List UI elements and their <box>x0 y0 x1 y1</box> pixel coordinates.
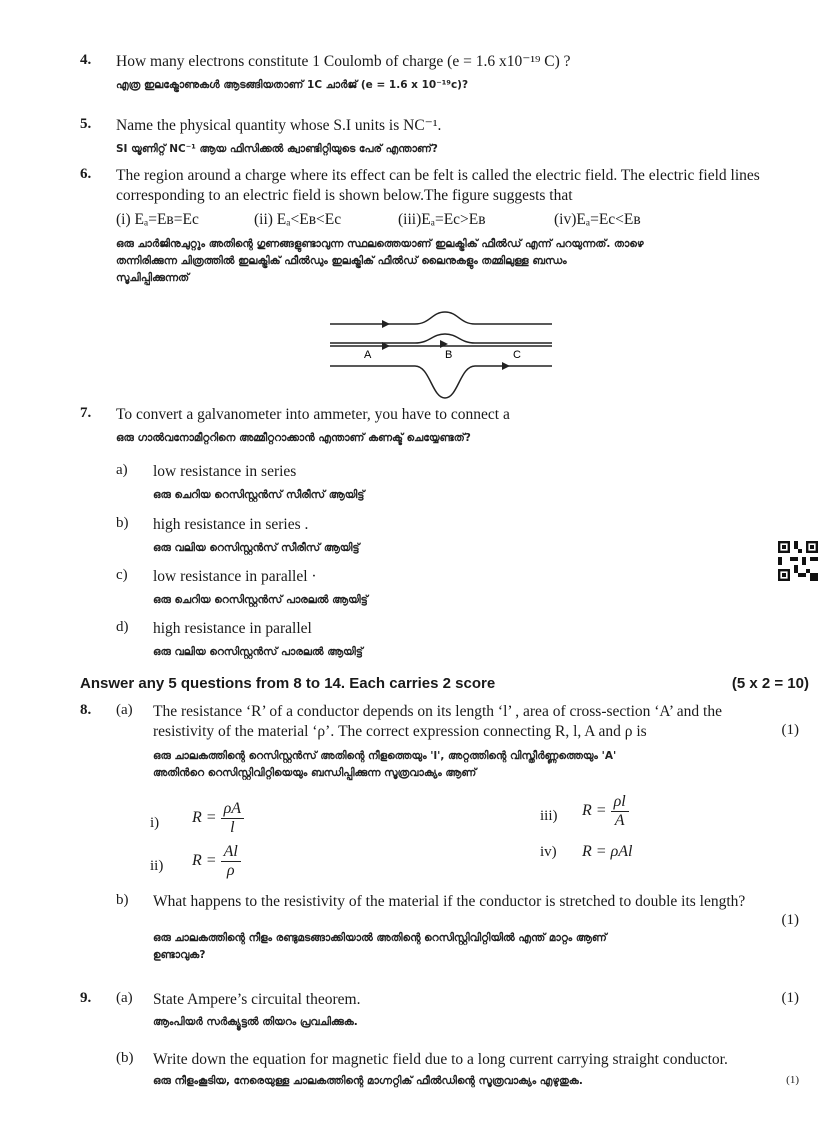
option-i: (i) Eₐ=Eʙ=Ec <box>116 211 199 228</box>
formula-denominator: l <box>230 819 235 836</box>
formula-option-ii <box>192 843 241 880</box>
option-text: low resistance in series <box>153 463 297 480</box>
score: (1) <box>781 912 799 928</box>
formula-numerator: Al <box>221 843 241 862</box>
formula-denominator: ρ <box>226 862 235 879</box>
option-letter: d) <box>116 619 129 635</box>
section-title: Answer any 5 questions from 8 to 14. Each carries 2 score <box>80 675 496 692</box>
question-text-malayalam: അതിൻറെ റെസിസ്റ്റിവിറ്റിയെയും ബന്ധിപ്പിക്കുന്ന സൂത്രവാക്യം ആണ് <box>153 767 477 779</box>
formula-numerator: ρA <box>221 800 244 819</box>
question-text-malayalam: സൂചിപ്പിക്കുന്നത് <box>116 272 190 284</box>
question-number: 4. <box>80 52 92 68</box>
question-text: corresponding to an electric field is shown below.The figure suggests that <box>116 187 573 204</box>
option-text-malayalam: ഒരു ചെറിയ റെസിസ്റ്റൻസ് പാരലൽ ആയിട്ട് <box>153 594 368 606</box>
electric-field-lines-figure <box>320 310 560 404</box>
option-text: low resistance in parallel · <box>153 568 317 585</box>
question-text: State Ampere’s circuital theorem. <box>153 991 361 1008</box>
option-iv: (iv)Eₐ=Ec<Eʙ <box>554 211 641 228</box>
score: (1) <box>781 722 799 738</box>
question-text-malayalam: ഒരു ഗാൽവനോമീറ്ററിനെ അമ്മീറ്ററാക്കാൻ എന്താണ് കണക്ട് ചെയ്യേണ്ടത്? <box>116 432 471 444</box>
option-text: high resistance in parallel <box>153 620 312 637</box>
qr-code-icon <box>778 541 818 581</box>
arrow-icon <box>382 320 390 328</box>
formula-numerator: ρl <box>611 793 629 812</box>
question-number: 8. <box>80 702 92 718</box>
option-letter: b) <box>116 515 129 531</box>
question-5 <box>80 116 807 158</box>
question-4 <box>80 52 807 94</box>
question-text: Write down the equation for magnetic field due to a long current carrying straight conductor. <box>153 1051 728 1068</box>
option-ii: (ii) Eₐ<Eʙ<Ec <box>254 211 342 228</box>
question-text: resistivity of the material ‘ρ’. The correct expression connecting R, l, A and ρ is <box>153 723 647 740</box>
option-row <box>116 210 807 230</box>
sub-question-label: (a) <box>116 702 133 718</box>
question-text-malayalam: തന്നിരിക്കുന്ന ചിത്രത്തിൽ ഇലക്ട്രിക് ഫീൽഡും ഇലക്ട്രിക് ഫീൽഡ് ലൈനുകളും തമ്മിലുള്ള ബന്ധം <box>116 255 567 267</box>
option-b <box>80 515 807 557</box>
option-iii: (iii)Eₐ=Ec>Eʙ <box>398 211 486 228</box>
question-9b <box>80 1050 807 1090</box>
question-text: The resistance ‘R’ of a conductor depends on its length ‘l’ , area of cross-section ‘A’ and the <box>153 703 722 720</box>
option-letter: c) <box>116 567 128 583</box>
question-9 <box>80 990 807 1031</box>
formula-lhs: R = <box>192 852 217 870</box>
option-a <box>80 462 807 504</box>
question-text: Name the physical quantity whose S.I units is NC⁻¹. <box>116 117 442 134</box>
question-text-malayalam: ഒരു ചാലകത്തിന്റെ നീളം രണ്ടുമടങ്ങാക്കിയാൽ അതിന്റെ റെസിസ്റ്റിവിറ്റിയിൽ എന്ത് മാറ്റം ആണ് <box>153 932 607 944</box>
formula-lhs: R = <box>582 802 607 820</box>
option-text-malayalam: ഒരു വലിയ റെസിസ്റ്റൻസ് സീരീസ് ആയിട്ട് <box>153 542 360 554</box>
formula-option-iv: R = ρAl <box>582 843 633 860</box>
question-text: The region around a charge where its effect can be felt is called the electric field. The electric field lines <box>116 167 760 184</box>
formula-option-label: iii) <box>540 808 558 824</box>
question-number: 6. <box>80 166 92 182</box>
option-text: high resistance in series . <box>153 516 309 533</box>
arrow-icon <box>502 362 510 370</box>
option-d <box>80 619 807 661</box>
option-text-malayalam: ഒരു വലിയ റെസിസ്റ്റൻസ് പാരലൽ ആയിട്ട് <box>153 646 363 658</box>
question-7 <box>80 405 807 447</box>
question-text: What happens to the resistivity of the material if the conductor is stretched to double its length? <box>153 893 746 910</box>
score: (1) <box>781 990 799 1006</box>
question-text-malayalam: ഉണ്ടാവുക? <box>153 949 206 961</box>
sub-question-label: (a) <box>116 990 133 1006</box>
question-text-malayalam: ഒരു ചാർജിനുചുറ്റും അതിന്റെ ഗുണങ്ങളുണ്ടാവുന്ന സ്ഥലത്തെയാണ് ഇലക്ട്രിക് ഫീൽഡ് എന്ന് പറയുന്നത്. താഴെ <box>116 238 644 250</box>
section-marks: (5 x 2 = 10) <box>731 675 809 692</box>
question-text-malayalam: ഒരു ചാലകത്തിന്റെ റെസിസ്റ്റൻസ് അതിന്റെ നീളത്തെയും 'l', അറ്റത്തിന്റെ വിസ്തീർണ്ണത്തെയും 'A' <box>153 750 617 762</box>
formula-option-label: ii) <box>150 858 164 874</box>
question-text: How many electrons constitute 1 Coulomb of charge (e = 1.6 x10⁻¹⁹ C) ? <box>116 53 571 70</box>
point-c-label: C <box>513 349 521 361</box>
sub-question-label: (b) <box>116 1050 134 1066</box>
option-letter: a) <box>116 462 128 478</box>
sub-question-label: b) <box>116 892 129 908</box>
option-c <box>80 567 807 609</box>
question-8 <box>80 702 807 782</box>
formula-lhs: R = <box>192 809 217 827</box>
question-number: 9. <box>80 990 92 1006</box>
formula-denominator: A <box>614 812 625 829</box>
point-a-label: A <box>364 349 372 361</box>
formula-option-iii <box>582 793 629 830</box>
question-text-malayalam: എത്ര ഇലക്ട്രോണുകൾ ആടങ്ങിയതാണ് 1C ചാർജ് (e = 1.6 x 10⁻¹⁹c)? <box>116 79 469 91</box>
question-6 <box>80 166 807 287</box>
question-text: To convert a galvanometer into ammeter, you have to connect a <box>116 406 510 423</box>
formula-option-i <box>192 800 244 837</box>
point-b-label: B <box>445 349 453 361</box>
question-text-malayalam: ആംപിയർ സർക്യൂട്ടൽ തിയറം പ്രവചിക്കുക. <box>153 1016 358 1028</box>
question-8b <box>80 892 807 964</box>
arrow-icon <box>440 340 448 348</box>
option-text-malayalam: ഒരു ചെറിയ റെസിസ്റ്റൻസ് സീരീസ് ആയിട്ട് <box>153 489 365 501</box>
question-number: 5. <box>80 116 92 132</box>
question-text-malayalam: SI യൂണിറ്റ് NC⁻¹ ആയ ഫിസിക്കൽ ക്വാണ്ടിറ്റിയുടെ പേര് എന്താണ്? <box>116 143 438 155</box>
section-header <box>80 675 809 692</box>
question-number: 7. <box>80 405 92 421</box>
score: (1) <box>786 1074 799 1086</box>
formula-option-label: i) <box>150 815 160 831</box>
question-text-malayalam: ഒരു നീളംകൂടിയ, നേരെയുള്ള ചാലകത്തിന്റെ മാഗ്നറ്റിക് ഫീൽഡിന്റെ സൂത്രവാക്യം എഴുതുക. <box>153 1075 583 1087</box>
formula-option-label: iv) <box>540 844 557 860</box>
